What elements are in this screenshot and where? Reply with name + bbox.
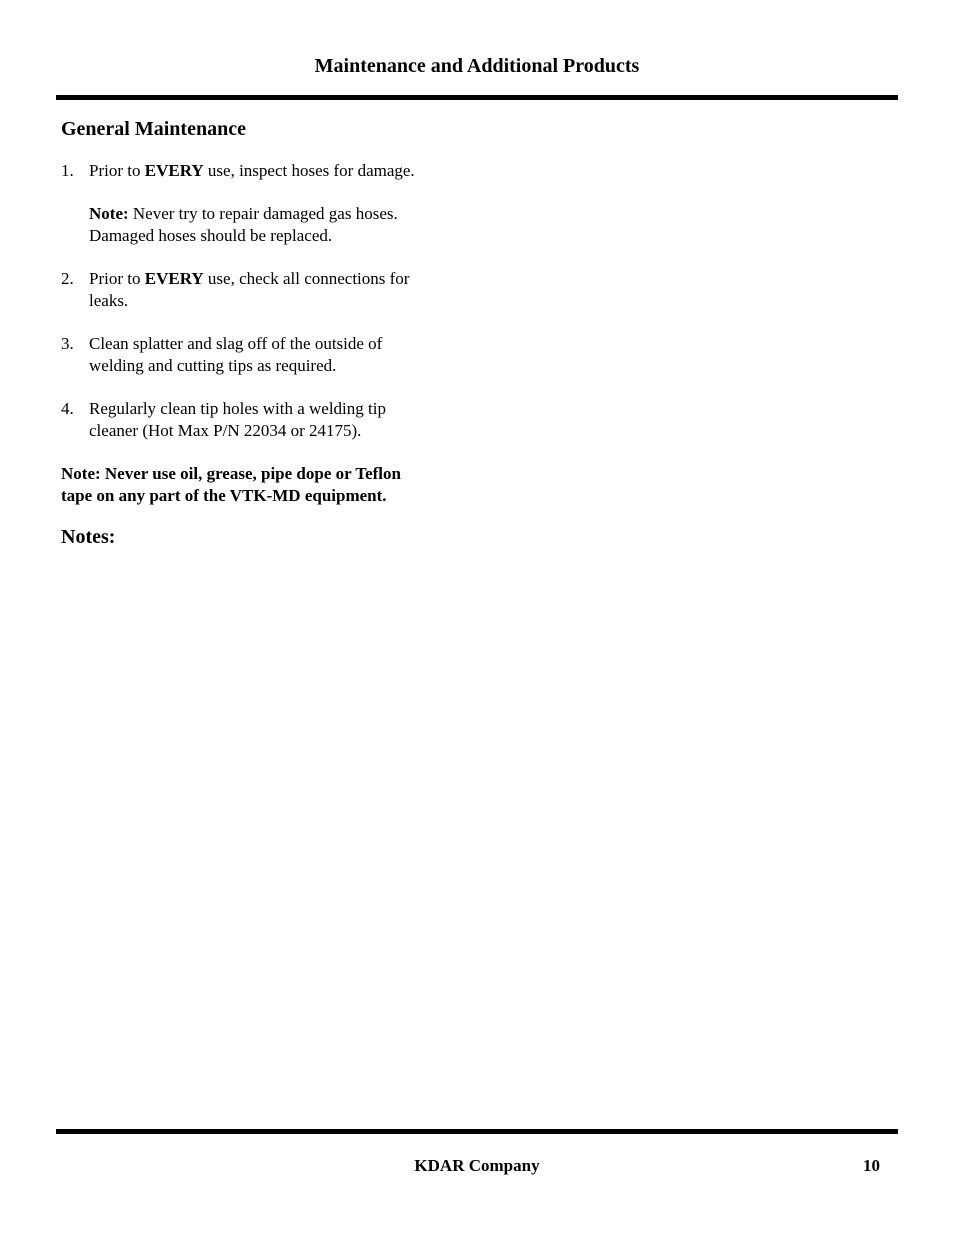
warning-note: Note: Never use oil, grease, pipe dope or Teflon tape on any part of the VTK-MD equipment. [61,464,401,505]
maintenance-list [61,160,461,442]
list-item-text: Prior to EVERY use, inspect hoses for damage. [89,161,415,180]
list-item-text: Regularly clean tip holes with a welding tip [89,399,386,418]
main-content [61,116,461,550]
list-item-number: 3. [61,334,74,353]
list-item [61,398,461,442]
sub-note: Note: Never try to repair damaged gas hoses. Damaged hoses should be replaced. [89,204,398,245]
list-item-text-continued: leaks. [89,291,129,310]
list-item-text-continued: cleaner (Hot Max P/N 22034 or 24175). [89,421,362,440]
note-label: Note: [89,204,129,223]
list-item [61,333,461,377]
list-item [61,160,461,247]
emphasis-text: EVERY [144,161,204,180]
page-header-title: Maintenance and Additional Products [314,55,640,77]
list-item [61,268,461,312]
page-number: 10 [863,1156,880,1175]
notes-title: Notes: [61,526,116,548]
footer-company: KDAR Company [414,1156,540,1175]
footer-divider [56,1129,898,1134]
section-title: General Maintenance [61,118,246,140]
list-item-number: 2. [61,269,74,288]
list-item-text-continued: welding and cutting tips as required. [89,356,337,375]
header-divider [56,95,898,100]
list-item-number: 4. [61,399,74,418]
list-item-number: 1. [61,161,74,180]
list-item-text: Clean splatter and slag off of the outside of [89,334,383,353]
emphasis-text: EVERY [144,269,204,288]
list-item-text: Prior to EVERY use, check all connections for [89,269,410,288]
